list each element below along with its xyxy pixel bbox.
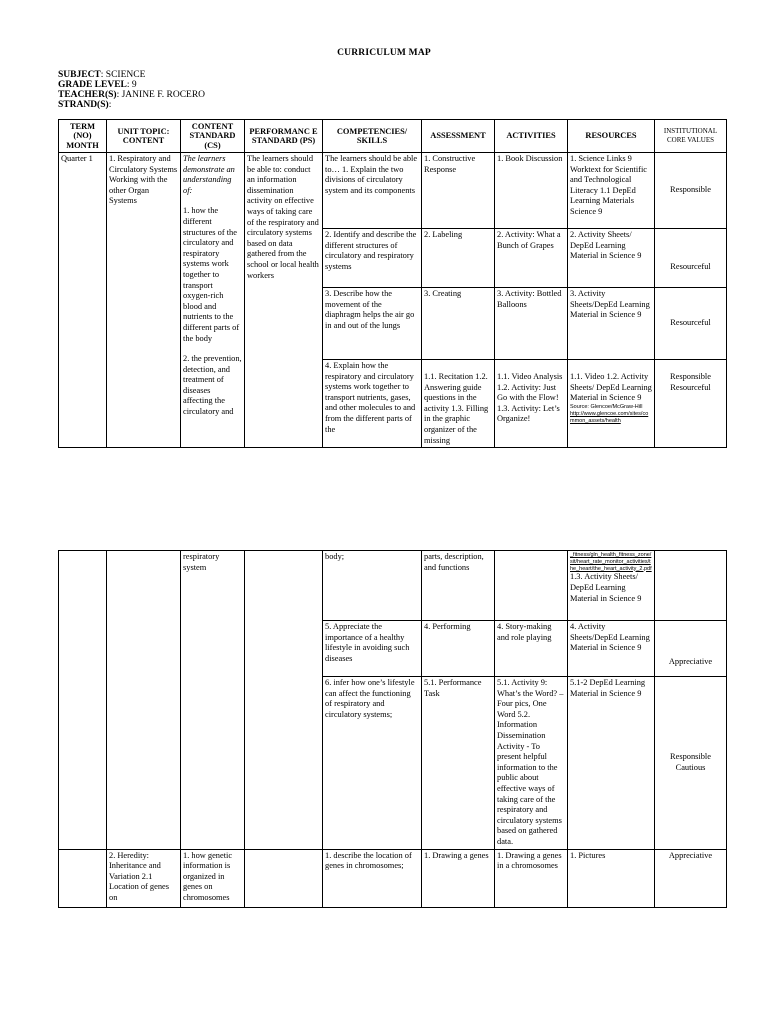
header-resources: RESOURCES: [568, 120, 655, 153]
unit-cell: 1. Respiratory and Circulatory Systems Working with the other Organ Systems: [107, 153, 181, 448]
activity-cell: 5.1. Activity 9: What’s the Word? – Four pics, One Word 5.2. Information Dissemination Activity - To present helpful information to the public about effective ways of taking care of the respiratory and circulatory systems based on gathered data.: [495, 677, 568, 850]
activity-cell: 2. Activity: What a Bunch of Grapes: [495, 229, 568, 288]
resource-text: 1.3. Activity Sheets/ DepEd Learning Material in Science 9: [570, 572, 642, 603]
content-standard-cell: respiratory system: [181, 551, 245, 850]
activity-cell: [495, 551, 568, 621]
document-meta: [58, 70, 205, 110]
term-cell: [59, 849, 107, 907]
resource-cell: 3. Activity Sheets/DepEd Learning Material in Science 9: [568, 288, 655, 360]
competency-cell: 2. Identify and describe the different structures of circulatory and respiratory systems: [323, 229, 422, 288]
assessment-cell: 1.1. Recitation 1.2. Answering guide questions in the activity 1.3. Filling in the graphic organizer of the missing: [422, 360, 495, 448]
core-value-cell: Responsible: [655, 153, 727, 229]
curriculum-table-page2: [58, 550, 727, 908]
assessment-cell: 1. Drawing a genes: [422, 849, 495, 907]
activity-cell: 4. Story-making and role playing: [495, 621, 568, 677]
resource-link[interactable]: _fitness/gln_health_fitness_zone/sit/heart_rate_monitor_activities/the_heart/the_heart_activity_2.pdf: [570, 552, 652, 572]
teacher-line: TEACHER(S): JANINE F. ROCERO: [58, 90, 206, 100]
core-value-cell: [655, 551, 727, 621]
header-core-values: INSTITUTIONAL CORE VALUES: [655, 120, 727, 153]
competency-cell: body;: [323, 551, 422, 621]
assessment-cell: 5.1. Performance Task: [422, 677, 495, 850]
assessment-cell: parts, description, and functions: [422, 551, 495, 621]
resource-cell: 1. Pictures: [568, 849, 655, 907]
competency-cell: The learners should be able to… 1. Explain the two divisions of circulatory system and its components: [323, 153, 422, 229]
cs-intro: The learners demonstrate an understanding of:: [183, 154, 235, 195]
content-standard-cell: 1. how genetic information is organized in genes on chromosomes: [181, 849, 245, 907]
resource-cell: 4. Activity Sheets/DepEd Learning Material in Science 9: [568, 621, 655, 677]
performance-standard-cell: The learners should be able to: conduct an information dissemination activity on effective ways of taking care of the respiratory and circulatory systems based on data gathered from the school or local health workers: [245, 153, 323, 448]
term-cell: [59, 551, 107, 850]
header-ps: PERFORMANC E STANDARD (PS): [245, 120, 323, 153]
competency-cell: 6. infer how one’s lifestyle can affect the functioning of respiratory and circulatory systems;: [323, 677, 422, 850]
activity-cell: 1.1. Video Analysis 1.2. Activity: Just Go with the Flow! 1.3. Activity: Let’s Organize!: [495, 360, 568, 448]
assessment-cell: 3. Creating: [422, 288, 495, 360]
competency-cell: 3. Describe how the movement of the diaphragm helps the air go in and out of the lungs: [323, 288, 422, 360]
grade-line: GRADE LEVEL: 9: [58, 80, 137, 90]
core-value-cell: Responsible Cautious: [655, 677, 727, 850]
curriculum-table-page1: [58, 119, 727, 448]
header-cs: CONTENT STANDARD (CS): [181, 120, 245, 153]
resource-cell: [568, 551, 655, 621]
activity-cell: 1. Drawing a genes in a chromosomes: [495, 849, 568, 907]
resource-cell: [568, 360, 655, 448]
header-term: TERM (NO) MONTH: [59, 120, 107, 153]
content-standard-cell: [181, 153, 245, 448]
resource-cell: 1. Science Links 9 Worktext for Scientific and Technological Literacy 1.1 DepEd Learning Materials Science 9: [568, 153, 655, 229]
core-value-cell: Appreciative: [655, 621, 727, 677]
resource-source: Source: Glencoe/McGraw-Hill: [570, 403, 643, 410]
activity-cell: 3. Activity: Bottled Balloons: [495, 288, 568, 360]
activity-cell: 1. Book Discussion: [495, 153, 568, 229]
competency-cell: 5. Appreciate the importance of a healthy lifestyle in avoiding such diseases: [323, 621, 422, 677]
term-cell: Quarter 1: [59, 153, 107, 448]
cs-item-1: 1. how the different structures of the circulatory and respiratory systems work together to transport oxygen-rich blood and nutrients to the different parts of the body: [183, 206, 240, 343]
core-value-cell: Responsible Resourceful: [655, 360, 727, 448]
assessment-cell: 2. Labeling: [422, 229, 495, 288]
subject-line: SUBJECT: SCIENCE: [58, 70, 146, 80]
header-activities: ACTIVITIES: [495, 120, 568, 153]
core-value-cell: Resourceful: [655, 288, 727, 360]
header-assessment: ASSESSMENT: [422, 120, 495, 153]
table-row: [59, 551, 727, 621]
header-competencies: COMPETENCIES/ SKILLS: [323, 120, 422, 153]
header-row: [59, 120, 727, 153]
cs-item-2: 2. the prevention, detection, and treatment of diseases affecting the circulatory and: [183, 354, 242, 417]
performance-standard-cell: [245, 849, 323, 907]
resource-link[interactable]: http://www.glencoe.com/sites/common_assets/health: [570, 410, 649, 424]
strand-line: STRAND(S):: [58, 100, 112, 110]
document-title: CURRICULUM MAP: [337, 48, 431, 58]
unit-cell: 2. Heredity: Inheritance and Variation 2.1 Location of genes on: [107, 849, 181, 907]
core-value-cell: Resourceful: [655, 229, 727, 288]
assessment-cell: 4. Performing: [422, 621, 495, 677]
table-row: [59, 153, 727, 229]
resource-cell: 5.1-2 DepEd Learning Material in Science 9: [568, 677, 655, 850]
header-unit: UNIT TOPIC: CONTENT: [107, 120, 181, 153]
performance-standard-cell: [245, 551, 323, 850]
assessment-cell: 1. Constructive Response: [422, 153, 495, 229]
competency-cell: 4. Explain how the respiratory and circulatory systems work together to transport nutrients, gases, and other molecules to and from the different parts of the: [323, 360, 422, 448]
core-value-cell: Appreciative: [655, 849, 727, 907]
table-row: [59, 849, 727, 907]
resource-text: 1.1. Video 1.2. Activity Sheets/ DepEd Learning Material in Science 9: [570, 372, 652, 403]
resource-cell: 2. Activity Sheets/ DepEd Learning Material in Science 9: [568, 229, 655, 288]
competency-cell: 1. describe the location of genes in chromosomes;: [323, 849, 422, 907]
unit-cell: [107, 551, 181, 850]
